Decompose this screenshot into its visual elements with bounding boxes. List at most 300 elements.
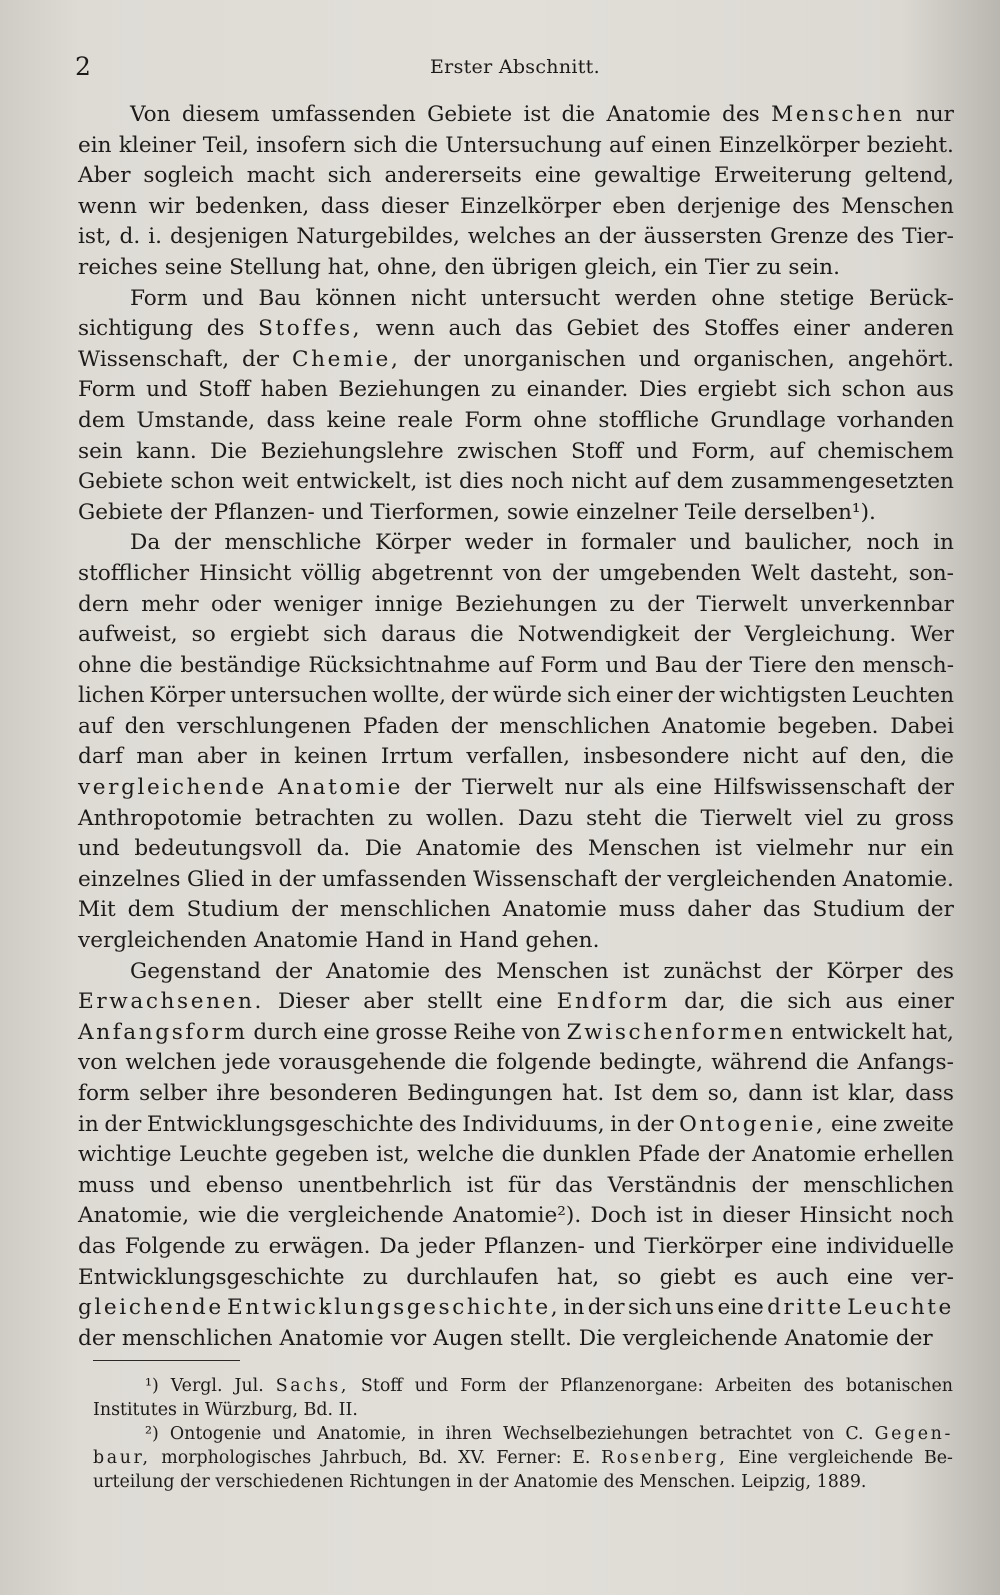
- word: ist: [656, 1203, 683, 1229]
- word: Anatomie.: [842, 866, 954, 892]
- word: Anatomie²).: [453, 1203, 582, 1229]
- word: die: [654, 805, 688, 831]
- word: dass: [905, 1081, 954, 1106]
- text-line: [78, 712, 954, 743]
- word: vielmehr: [756, 836, 853, 862]
- word: noch: [866, 530, 920, 556]
- word: dass: [320, 193, 370, 219]
- word: stellt: [427, 989, 483, 1015]
- word: andererseits: [384, 163, 522, 189]
- word: Richtungen: [349, 1472, 451, 1492]
- word: sein: [78, 438, 123, 464]
- word: mehr: [141, 591, 199, 617]
- word: Form: [130, 285, 188, 311]
- word: in: [610, 1111, 632, 1137]
- word: ergiebt: [697, 377, 777, 403]
- word: vergleichenden: [78, 928, 247, 954]
- word: anderen: [863, 316, 954, 342]
- word: würde: [492, 683, 563, 709]
- word: oder: [211, 591, 261, 617]
- word: Einzelkörper: [718, 132, 860, 158]
- word: in: [182, 1400, 200, 1420]
- word: Jahrbuch,: [321, 1448, 408, 1468]
- word: der: [587, 1295, 625, 1321]
- word: baulicher,: [744, 530, 853, 556]
- word: Wissenschaft: [473, 866, 618, 892]
- word: Tierwelt: [696, 591, 788, 617]
- word: nur: [564, 775, 603, 801]
- word: Anatomie,: [317, 1424, 407, 1444]
- word: einander.: [526, 377, 629, 403]
- word: auf: [634, 469, 670, 495]
- word: der: [647, 591, 685, 617]
- word: Arbeiten: [715, 1376, 792, 1396]
- word: ist,: [78, 224, 112, 250]
- word: in: [546, 530, 568, 556]
- word: die: [920, 744, 954, 770]
- word: Mit: [78, 897, 116, 923]
- word: derselben¹).: [743, 499, 876, 525]
- word: dieser: [722, 1203, 790, 1229]
- word: Anatomie: [784, 1325, 889, 1351]
- word: von: [802, 1424, 835, 1444]
- word: entwickelt,: [296, 469, 418, 495]
- word: zu: [234, 1233, 260, 1259]
- word: unverkennbar: [800, 591, 954, 617]
- word: wenn: [78, 193, 138, 219]
- word: baur,: [93, 1448, 151, 1468]
- word: zusammengesetzten: [731, 469, 954, 495]
- word: abgetrennt: [371, 560, 493, 586]
- word: Anatomie: [326, 958, 431, 984]
- word: erwägen.: [268, 1233, 371, 1259]
- word: durchlaufen: [406, 1264, 539, 1290]
- word: ein: [920, 836, 954, 862]
- word: der: [552, 560, 589, 586]
- word: vorausgehende: [278, 1050, 447, 1076]
- text-line: [78, 1293, 954, 1324]
- word: Zwischenformen: [566, 1019, 786, 1045]
- word: Tiere: [749, 652, 807, 678]
- word: wollte,: [372, 683, 446, 709]
- word: steht: [586, 805, 642, 831]
- word: völlig: [301, 560, 362, 586]
- text-line: [78, 1232, 954, 1263]
- word: insbesondere: [583, 744, 730, 770]
- word: Naturgebildes,: [296, 224, 460, 250]
- word: II.: [338, 1400, 358, 1420]
- word: zu: [387, 805, 414, 831]
- word: zu: [609, 591, 635, 617]
- word: den: [814, 652, 855, 678]
- word: folgende: [496, 1050, 592, 1076]
- word: Berück-: [868, 285, 954, 311]
- word: begeben.: [777, 713, 879, 739]
- word: Pflanzen-: [483, 1233, 585, 1259]
- word: vor: [390, 1325, 427, 1351]
- word: Anfangs-: [857, 1050, 954, 1076]
- word: Da: [379, 1233, 410, 1259]
- word: Bedingungen: [407, 1081, 553, 1106]
- word: zweite: [882, 1111, 954, 1137]
- text-line: [78, 865, 954, 896]
- word: Tierwelt: [700, 805, 792, 831]
- word: der: [169, 499, 207, 525]
- footnote-line: [93, 1470, 953, 1494]
- word: der: [173, 530, 211, 556]
- word: insofern: [256, 132, 347, 158]
- word: Grundlage: [710, 407, 826, 433]
- word: menschliche: [224, 530, 362, 556]
- word: ein: [78, 132, 112, 158]
- text-line: [78, 926, 954, 957]
- word: den: [124, 713, 166, 739]
- word: Hand: [459, 928, 519, 954]
- word: beständige: [180, 652, 301, 678]
- word: welchen: [125, 1050, 217, 1076]
- word: und: [689, 530, 732, 556]
- word: der: [78, 1325, 115, 1351]
- word: ihre: [216, 1081, 261, 1106]
- word: eine: [496, 989, 543, 1015]
- word: menschlichen: [339, 897, 491, 923]
- word: eine: [831, 1111, 878, 1137]
- word: dieser: [380, 193, 449, 219]
- word: bedeutungsvoll: [134, 836, 302, 862]
- word: auf: [78, 713, 113, 739]
- word: Teile: [684, 499, 737, 525]
- word: Untersuchung: [445, 132, 602, 158]
- word: des: [419, 1111, 457, 1137]
- word: mensch-: [862, 652, 954, 678]
- word: ebenso: [205, 1172, 284, 1198]
- word: chemischem: [817, 438, 954, 464]
- word: sich: [323, 622, 368, 648]
- word: E.: [572, 1448, 591, 1468]
- text-line: [78, 1018, 954, 1049]
- word: ist: [523, 102, 551, 127]
- word: d.: [119, 224, 141, 250]
- word: aus: [845, 989, 884, 1015]
- word: Anatomie: [661, 713, 767, 739]
- word: den: [444, 254, 485, 280]
- word: einer: [615, 683, 673, 709]
- word: klar,: [848, 1081, 896, 1106]
- word: des: [722, 102, 760, 127]
- word: zu: [856, 805, 882, 831]
- word: dies: [458, 469, 504, 495]
- word: aber: [363, 989, 414, 1015]
- word: auf: [811, 744, 847, 770]
- word: durch: [253, 1019, 318, 1045]
- word: ohne: [78, 652, 132, 678]
- word: während: [711, 1050, 808, 1076]
- word: Form: [78, 377, 136, 403]
- word: Institutes: [93, 1400, 177, 1420]
- text-line: [78, 375, 954, 406]
- word: einzelner: [576, 499, 678, 525]
- word: Stoff: [360, 1376, 403, 1396]
- word: der: [413, 346, 451, 372]
- word: Wechselbeziehungen: [503, 1424, 689, 1444]
- word: zwischen: [457, 438, 558, 464]
- word: der: [895, 1325, 933, 1351]
- word: Entwicklungsgeschichte: [78, 1264, 345, 1290]
- word: Entwicklungsgeschichte,: [227, 1295, 561, 1321]
- page-header: [75, 52, 955, 82]
- word: aus: [916, 377, 954, 403]
- word: vergleichende: [622, 1325, 778, 1351]
- word: sich: [567, 683, 612, 709]
- word: dar,: [684, 989, 726, 1015]
- word: urteilung: [93, 1472, 175, 1492]
- word: ohne,: [377, 254, 438, 280]
- word: lichen: [78, 683, 145, 709]
- word: Form: [460, 1376, 507, 1396]
- word: auch: [775, 1264, 829, 1290]
- word: sogleich: [143, 163, 234, 189]
- word: Umstande,: [136, 407, 256, 433]
- word: Einzelkörper: [460, 193, 601, 219]
- word: in: [431, 928, 453, 954]
- word: Rosenberg,: [601, 1448, 728, 1468]
- word: bedingte,: [599, 1050, 703, 1076]
- word: betrachtet: [699, 1424, 792, 1444]
- word: Menschen: [771, 102, 905, 127]
- word: menschlichen: [499, 713, 651, 739]
- word: umfassenden: [322, 866, 467, 892]
- word: wichtigsten: [719, 683, 847, 709]
- word: unorganischen: [463, 346, 626, 372]
- word: gleich,: [584, 254, 658, 280]
- word: organischen,: [693, 346, 835, 372]
- word: für: [508, 1172, 541, 1198]
- word: sich: [627, 1295, 672, 1321]
- word: untersuchen: [230, 683, 368, 709]
- word: der: [707, 1142, 745, 1168]
- word: und: [593, 1233, 636, 1259]
- text-line: [78, 804, 954, 835]
- word: Dieser: [278, 989, 350, 1015]
- word: noch: [511, 469, 564, 495]
- word: umgebenden: [599, 560, 742, 586]
- word: des: [444, 958, 482, 984]
- word: sich: [787, 377, 832, 403]
- word: Studium: [186, 897, 280, 923]
- word: stofflicher: [78, 560, 190, 586]
- word: Vergleichung.: [744, 622, 897, 648]
- word: Hilfswissenschaft: [713, 775, 906, 801]
- word: Chemie,: [291, 346, 401, 372]
- word: Leuchte: [847, 1295, 954, 1321]
- text-line: [78, 1140, 954, 1171]
- text-line: [78, 773, 954, 804]
- word: des: [603, 1472, 634, 1492]
- word: von: [78, 1050, 118, 1076]
- word: hat,: [556, 1264, 600, 1290]
- word: nicht: [742, 744, 799, 770]
- text-line: [78, 253, 954, 284]
- word: verschiedenen: [215, 1472, 344, 1492]
- word: der: [693, 622, 731, 648]
- text-line: [78, 467, 954, 498]
- word: Die: [364, 836, 402, 862]
- word: auf: [769, 438, 804, 464]
- word: Menschen: [587, 836, 701, 862]
- running-head: Erster Abschnitt.: [430, 56, 600, 78]
- word: so,: [707, 1081, 739, 1106]
- word: der: [278, 866, 316, 892]
- text-line: [78, 131, 954, 162]
- text-line: [78, 528, 954, 559]
- word: so: [191, 622, 216, 648]
- word: besonderen: [269, 1081, 398, 1106]
- word: dasteht,: [809, 560, 899, 586]
- word: geltend,: [864, 163, 954, 189]
- word: wenn: [375, 316, 435, 342]
- word: Menschen: [841, 193, 954, 219]
- word: Die: [210, 438, 248, 464]
- word: vergleichenden: [667, 866, 837, 892]
- footnotes: [93, 1374, 953, 1494]
- word: es: [733, 1264, 758, 1290]
- word: als: [613, 775, 645, 801]
- word: i.: [148, 224, 162, 250]
- word: von: [521, 1019, 561, 1045]
- word: Körper: [826, 958, 903, 984]
- word: eine: [323, 1019, 370, 1045]
- word: Anatomie: [606, 102, 711, 127]
- word: äussersten: [643, 224, 763, 250]
- word: ist: [424, 469, 452, 495]
- word: reiches: [78, 254, 158, 280]
- word: Hinsicht: [799, 1203, 892, 1229]
- text-line: [78, 590, 954, 621]
- word: der: [450, 683, 488, 709]
- word: Irrtum: [380, 744, 454, 770]
- word: sich: [327, 163, 372, 189]
- word: den,: [859, 744, 908, 770]
- word: auf: [497, 652, 533, 678]
- text-line: [78, 987, 954, 1018]
- word: weniger: [273, 591, 363, 617]
- word: gewaltige: [593, 163, 701, 189]
- word: wir: [148, 193, 185, 219]
- word: dem: [651, 1081, 699, 1106]
- footnote-line: [93, 1398, 953, 1422]
- word: Gebiete: [427, 102, 513, 127]
- text-line: [78, 651, 954, 682]
- word: Stoffes: [703, 316, 780, 342]
- word: das: [515, 316, 553, 342]
- word: der: [478, 1472, 509, 1492]
- word: ²): [145, 1424, 159, 1444]
- word: Anatomie: [502, 897, 607, 923]
- word: Beziehungen: [338, 377, 481, 403]
- word: die: [815, 1050, 850, 1076]
- word: Stoff: [198, 377, 251, 403]
- text-line: [78, 345, 954, 376]
- word: noch: [900, 1203, 954, 1229]
- word: gleichende: [78, 1295, 224, 1321]
- text-line: [78, 681, 954, 712]
- word: Anthropotomie: [78, 805, 243, 831]
- text-line: [78, 834, 954, 865]
- word: Wissenschaft,: [78, 346, 230, 372]
- word: von: [502, 560, 542, 586]
- word: der: [242, 346, 279, 372]
- word: und: [414, 1376, 449, 1396]
- word: gross: [894, 805, 954, 831]
- word: diesem: [181, 102, 260, 127]
- text-line: [78, 100, 954, 131]
- word: da.: [316, 836, 351, 862]
- word: und: [605, 652, 648, 678]
- word: verfallen,: [466, 744, 570, 770]
- text-line: [78, 1324, 954, 1355]
- word: weder: [464, 530, 533, 556]
- word: verschlungenen: [176, 713, 352, 739]
- word: Leipzig,: [741, 1472, 812, 1492]
- word: einen: [651, 132, 712, 158]
- word: Gebiete: [78, 499, 163, 525]
- word: das: [78, 1233, 116, 1259]
- word: die: [739, 989, 774, 1015]
- word: ohne: [711, 285, 766, 311]
- word: Dies: [638, 377, 687, 403]
- word: die: [245, 1203, 280, 1229]
- word: eine: [717, 1295, 764, 1321]
- word: 1889.: [816, 1472, 867, 1492]
- word: C.: [845, 1424, 864, 1444]
- word: des: [792, 193, 830, 219]
- word: vergleichende: [288, 1203, 444, 1229]
- word: in: [260, 744, 281, 770]
- word: Be-: [923, 1448, 953, 1468]
- text-line: [78, 957, 954, 988]
- word: der: [414, 775, 452, 801]
- word: son-: [908, 560, 954, 586]
- word: dem: [127, 897, 175, 923]
- word: der: [751, 1172, 789, 1198]
- word: form: [78, 1081, 130, 1106]
- word: macht: [246, 163, 315, 189]
- footnote-rule: [93, 1360, 240, 1361]
- word: Leuchten: [851, 683, 954, 709]
- word: gehen.: [525, 928, 600, 954]
- word: botanischen: [845, 1376, 953, 1396]
- text-line: [78, 620, 954, 651]
- word: umfassenden: [271, 102, 416, 127]
- word: weit: [241, 469, 289, 495]
- word: aber: [196, 744, 247, 770]
- footnote-line: [93, 1446, 953, 1470]
- word: und: [78, 836, 120, 862]
- word: muss: [618, 897, 676, 923]
- word: einer: [793, 316, 850, 342]
- word: Beziehungslehre: [260, 438, 444, 464]
- word: in: [417, 1424, 435, 1444]
- text-line: [78, 1110, 954, 1141]
- word: stetige: [779, 285, 855, 311]
- word: ergiebt: [229, 622, 309, 648]
- word: der: [518, 1376, 549, 1396]
- word: Glied: [186, 866, 245, 892]
- word: stoffliche: [598, 407, 700, 433]
- text-line: [78, 222, 954, 253]
- text-line: [78, 742, 954, 773]
- word: der: [677, 683, 715, 709]
